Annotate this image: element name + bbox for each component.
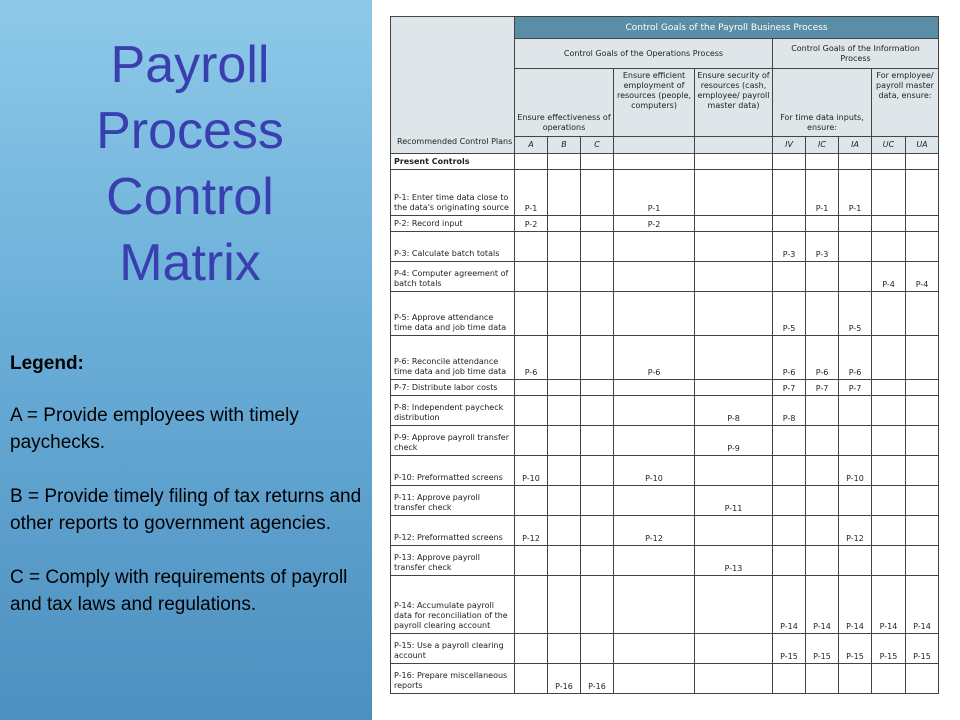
legend-item-b: B = Provide timely filing of tax returns and other reports to government agencies.	[10, 486, 362, 534]
cell-ua: P-15	[906, 634, 939, 664]
cell-se	[695, 336, 773, 380]
cell-iv	[773, 516, 806, 546]
cell-c	[581, 292, 614, 336]
control-plan-label: P-16: Prepare miscellaneous reports	[391, 664, 515, 694]
control-plan-label: P-1: Enter time data close to the data's originating source	[391, 170, 515, 216]
cell-a	[515, 380, 548, 396]
cell-c	[581, 486, 614, 516]
cell-ua	[906, 292, 939, 336]
cell-iv	[773, 664, 806, 694]
cell-se	[695, 170, 773, 216]
cell-ic	[806, 426, 839, 456]
cell-se	[695, 216, 773, 232]
cell-b	[548, 546, 581, 576]
cell-ic: P-15	[806, 634, 839, 664]
subcol-ua: UA	[906, 137, 939, 154]
cell-ua	[906, 546, 939, 576]
cell-se: P-13	[695, 546, 773, 576]
col-efficient: Ensure efficient employment of resources (people, computers)	[614, 69, 695, 137]
cell-b: P-16	[548, 664, 581, 694]
cell-se	[695, 576, 773, 634]
cell-c	[581, 170, 614, 216]
control-plan-label: P-15: Use a payroll clearing account	[391, 634, 515, 664]
cell-se	[695, 232, 773, 262]
cell-iv	[773, 170, 806, 216]
cell-b	[548, 336, 581, 380]
cell-ef	[614, 576, 695, 634]
cell-ic	[806, 486, 839, 516]
table-row	[391, 380, 939, 396]
cell-a: P-12	[515, 516, 548, 546]
control-plan-label: P-13: Approve payroll transfer check	[391, 546, 515, 576]
legend-item-c: C = Comply with requirements of payroll and tax laws and regulations.	[10, 567, 348, 615]
present-controls-label: Present Controls	[391, 154, 515, 170]
cell-ia: P-15	[839, 634, 872, 664]
cell-iv: P-8	[773, 396, 806, 426]
cell-b	[548, 216, 581, 232]
cell-ef	[614, 232, 695, 262]
cell-ic	[806, 664, 839, 694]
control-plan-label: P-14: Accumulate payroll data for reconciliation of the payroll clearing account	[391, 576, 515, 634]
table-row	[391, 292, 939, 336]
cell-iv	[773, 486, 806, 516]
cell-uc	[872, 516, 906, 546]
cell-b	[548, 576, 581, 634]
cell-a	[515, 232, 548, 262]
cell-ua	[906, 516, 939, 546]
cell-ia: P-14	[839, 576, 872, 634]
col-time-inputs: For time data inputs, ensure:	[773, 69, 872, 137]
cell-ef	[614, 262, 695, 292]
cell-uc	[872, 232, 906, 262]
cell-uc: P-15	[872, 634, 906, 664]
table-row	[391, 216, 939, 232]
cell-ia: P-12	[839, 516, 872, 546]
cell-iv: P-3	[773, 232, 806, 262]
cell-ua	[906, 232, 939, 262]
table-row	[391, 426, 939, 456]
cell-uc	[872, 546, 906, 576]
table-row	[391, 232, 939, 262]
control-plan-label: P-10: Preformatted screens	[391, 456, 515, 486]
cell-a	[515, 486, 548, 516]
cell-uc	[872, 216, 906, 232]
cell-c: P-16	[581, 664, 614, 694]
legend-heading: Legend:	[10, 353, 84, 374]
subcol-ic: IC	[806, 137, 839, 154]
cell-ua	[906, 380, 939, 396]
cell-iv: P-5	[773, 292, 806, 336]
table-row	[391, 336, 939, 380]
cell-a: P-2	[515, 216, 548, 232]
cell-ia: P-6	[839, 336, 872, 380]
cell-se	[695, 292, 773, 336]
subcol-b: B	[548, 137, 581, 154]
cell-ic: P-1	[806, 170, 839, 216]
slide-title	[0, 32, 380, 296]
cell-se	[695, 456, 773, 486]
cell-b	[548, 516, 581, 546]
cell-ia	[839, 216, 872, 232]
cell-ua	[906, 664, 939, 694]
cell-ia: P-10	[839, 456, 872, 486]
cell-ef: P-10	[614, 456, 695, 486]
subcol-blank	[695, 137, 773, 154]
cell-ua: P-14	[906, 576, 939, 634]
cell-ef	[614, 546, 695, 576]
subcol-blank	[614, 137, 695, 154]
title-line: Process	[96, 102, 284, 160]
control-plan-label: P-2: Record input	[391, 216, 515, 232]
cell-iv	[773, 456, 806, 486]
cell-ua	[906, 396, 939, 426]
cell-ia: P-7	[839, 380, 872, 396]
ops-header: Control Goals of the Operations Process	[515, 39, 773, 69]
cell-uc: P-4	[872, 262, 906, 292]
subcol-iv: IV	[773, 137, 806, 154]
cell-c	[581, 336, 614, 380]
control-plan-label: P-6: Reconcile attendance time data and job time data	[391, 336, 515, 380]
cell-ia	[839, 262, 872, 292]
subcol-uc: UC	[872, 137, 906, 154]
slide-left-panel	[0, 0, 372, 720]
cell-c	[581, 634, 614, 664]
control-plan-label: P-5: Approve attendance time data and job time data	[391, 292, 515, 336]
cell-b	[548, 456, 581, 486]
cell-ua	[906, 336, 939, 380]
cell-b	[548, 262, 581, 292]
cell-c	[581, 546, 614, 576]
cell-ia: P-5	[839, 292, 872, 336]
cell-ia	[839, 426, 872, 456]
cell-a	[515, 664, 548, 694]
cell-b	[548, 292, 581, 336]
rec-control-header: Recommended Control Plans	[391, 17, 515, 154]
cell-ef	[614, 292, 695, 336]
cell-c	[581, 232, 614, 262]
cell-ic	[806, 292, 839, 336]
cell-ia: P-1	[839, 170, 872, 216]
cell-c	[581, 396, 614, 426]
cell-c	[581, 216, 614, 232]
cell-ic	[806, 396, 839, 426]
control-plan-label: P-12: Preformatted screens	[391, 516, 515, 546]
cell-se	[695, 664, 773, 694]
cell-a	[515, 546, 548, 576]
legend	[10, 350, 370, 645]
cell-ua	[906, 456, 939, 486]
cell-ef	[614, 664, 695, 694]
legend-item-a: A = Provide employees with timely paychecks.	[10, 405, 299, 453]
cell-ic: P-3	[806, 232, 839, 262]
cell-ef: P-12	[614, 516, 695, 546]
col-effectiveness: Ensure effectiveness of operations	[515, 69, 614, 137]
control-plan-label: P-4: Computer agreement of batch totals	[391, 262, 515, 292]
cell-uc	[872, 486, 906, 516]
cell-iv	[773, 262, 806, 292]
cell-b	[548, 634, 581, 664]
subcol-c: C	[581, 137, 614, 154]
cell-se: P-11	[695, 486, 773, 516]
cell-ef	[614, 380, 695, 396]
title-line: Control	[106, 168, 274, 226]
cell-se: P-8	[695, 396, 773, 426]
cell-a	[515, 396, 548, 426]
cell-iv	[773, 216, 806, 232]
title-line: Payroll	[110, 36, 270, 94]
cell-uc	[872, 426, 906, 456]
cell-ic: P-14	[806, 576, 839, 634]
cell-ef: P-2	[614, 216, 695, 232]
cell-a	[515, 262, 548, 292]
cell-ic	[806, 216, 839, 232]
cell-a: P-1	[515, 170, 548, 216]
cell-ua	[906, 426, 939, 456]
cell-ef	[614, 426, 695, 456]
cell-iv: P-6	[773, 336, 806, 380]
cell-uc	[872, 396, 906, 426]
cell-ua	[906, 170, 939, 216]
top-header: Control Goals of the Payroll Business Process	[515, 17, 939, 39]
cell-b	[548, 396, 581, 426]
table-row	[391, 546, 939, 576]
control-plan-label: P-9: Approve payroll transfer check	[391, 426, 515, 456]
control-plan-label: P-8: Independent paycheck distribution	[391, 396, 515, 426]
cell-a	[515, 426, 548, 456]
cell-c	[581, 516, 614, 546]
cell-iv	[773, 426, 806, 456]
cell-b	[548, 232, 581, 262]
cell-c	[581, 262, 614, 292]
control-plan-label: P-7: Distribute labor costs	[391, 380, 515, 396]
subcol-ia: IA	[839, 137, 872, 154]
cell-b	[548, 380, 581, 396]
control-matrix-document	[372, 0, 960, 720]
control-plan-label: P-3: Calculate batch totals	[391, 232, 515, 262]
cell-ic	[806, 546, 839, 576]
cell-ef: P-6	[614, 336, 695, 380]
control-matrix-table	[390, 16, 939, 694]
table-row	[391, 456, 939, 486]
cell-se	[695, 380, 773, 396]
title-line: Matrix	[119, 234, 261, 292]
cell-uc	[872, 170, 906, 216]
cell-iv: P-15	[773, 634, 806, 664]
cell-b	[548, 426, 581, 456]
cell-uc	[872, 664, 906, 694]
cell-ia	[839, 396, 872, 426]
cell-se: P-9	[695, 426, 773, 456]
cell-iv	[773, 546, 806, 576]
matrix-body	[391, 154, 939, 694]
cell-a	[515, 292, 548, 336]
cell-ic: P-6	[806, 336, 839, 380]
table-row	[391, 634, 939, 664]
cell-ua	[906, 486, 939, 516]
cell-ia	[839, 486, 872, 516]
cell-ef	[614, 396, 695, 426]
cell-a	[515, 576, 548, 634]
cell-a: P-6	[515, 336, 548, 380]
cell-se	[695, 634, 773, 664]
cell-se	[695, 262, 773, 292]
table-row	[391, 170, 939, 216]
cell-uc	[872, 380, 906, 396]
cell-ef	[614, 634, 695, 664]
control-plan-label: P-11: Approve payroll transfer check	[391, 486, 515, 516]
cell-ia	[839, 546, 872, 576]
cell-uc	[872, 456, 906, 486]
table-row	[391, 576, 939, 634]
table-row	[391, 664, 939, 694]
cell-ua: P-4	[906, 262, 939, 292]
cell-ia	[839, 232, 872, 262]
cell-uc: P-14	[872, 576, 906, 634]
table-row	[391, 486, 939, 516]
cell-ic	[806, 516, 839, 546]
cell-b	[548, 170, 581, 216]
cell-a: P-10	[515, 456, 548, 486]
cell-ia	[839, 664, 872, 694]
col-master-data: For employee/ payroll master data, ensure:	[872, 69, 939, 137]
cell-iv: P-14	[773, 576, 806, 634]
cell-c	[581, 576, 614, 634]
cell-iv: P-7	[773, 380, 806, 396]
cell-ic	[806, 262, 839, 292]
cell-a	[515, 634, 548, 664]
cell-c	[581, 456, 614, 486]
table-row	[391, 262, 939, 292]
cell-se	[695, 516, 773, 546]
cell-ua	[906, 216, 939, 232]
cell-b	[548, 486, 581, 516]
cell-c	[581, 380, 614, 396]
table-row	[391, 516, 939, 546]
cell-c	[581, 426, 614, 456]
subcol-a: A	[515, 137, 548, 154]
col-security: Ensure security of resources (cash, employee/ payroll master data)	[695, 69, 773, 137]
cell-ic	[806, 456, 839, 486]
cell-ic: P-7	[806, 380, 839, 396]
cell-ef	[614, 486, 695, 516]
cell-ef: P-1	[614, 170, 695, 216]
cell-uc	[872, 292, 906, 336]
cell-uc	[872, 336, 906, 380]
info-header: Control Goals of the Information Process	[773, 39, 939, 69]
table-row	[391, 396, 939, 426]
